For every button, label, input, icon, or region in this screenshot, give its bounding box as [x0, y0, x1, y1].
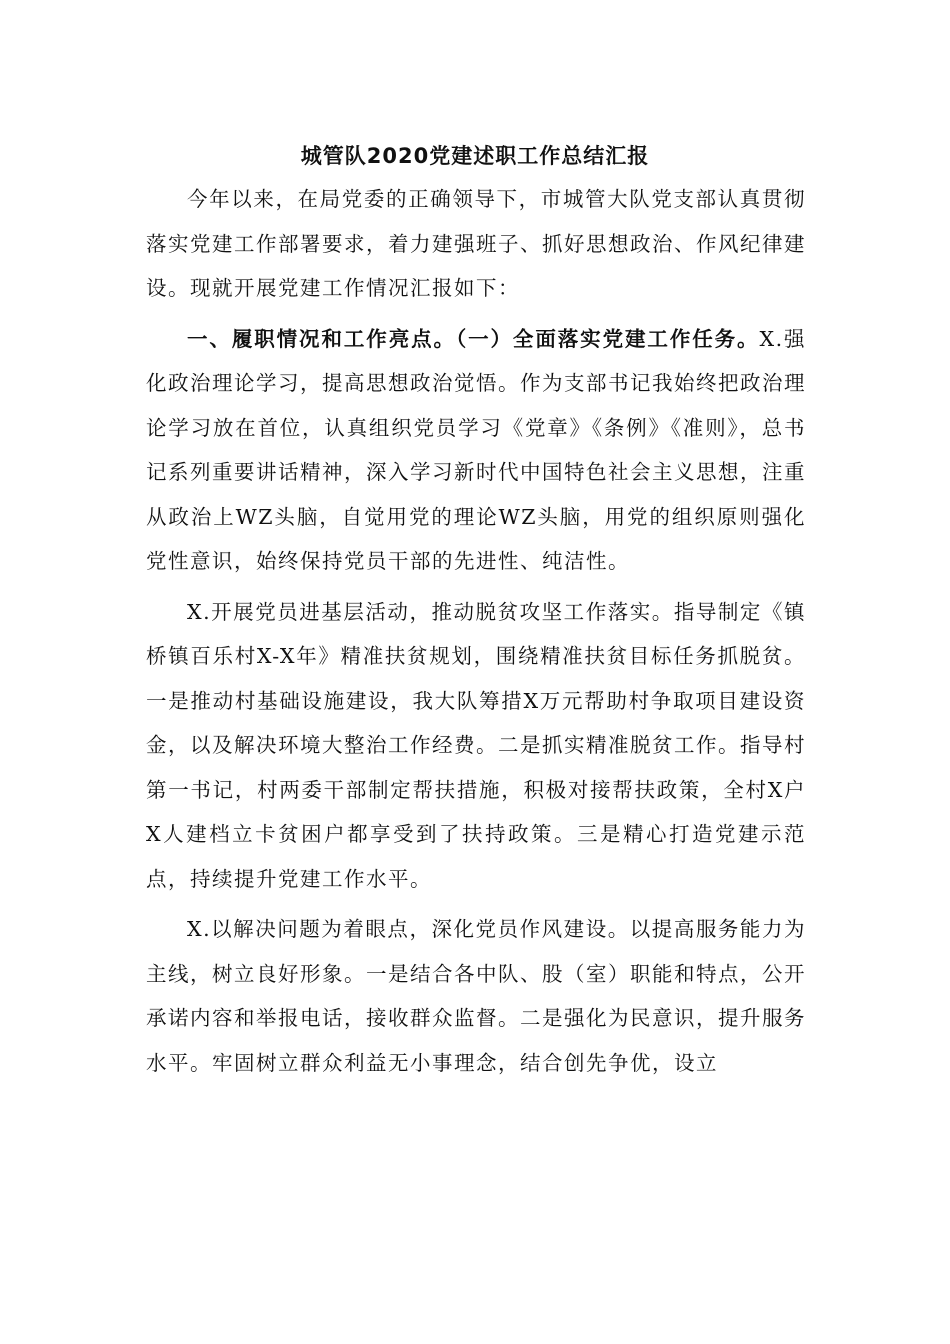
paragraph-section-one-text: X.强化政治理论学习，提高思想政治觉悟。作为支部书记我始终把政治理论学习放在首位，认真组织党员学习《党章》《条例》《准则》，总书记系列重要讲话精神，深入学习新时代中国特色社会主义思想，注重从政治上WZ头脑，自觉用党的理论WZ头脑，用党的组织原则强化党性意识，始终保持党员干部的先进性、纯洁性。: [146, 326, 806, 573]
document-title: 城管队2020党建述职工作总结汇报: [300, 144, 650, 168]
paragraph-poverty-alleviation-text: X.开展党员进基层活动，推动脱贫攻坚工作落实。指导制定《镇桥镇百乐村X-X年》精准扶贫规划，围绕精准扶贫目标任务抓脱贫。一是推动村基础设施建设，我大队筹措X万元帮助村争取项目建设资金，以及解决环境大整治工作经费。二是抓实精准脱贫工作。指导村第一书记，村两委干部制定帮扶措施，积极对接帮扶政策，全村X户X人建档立卡贫困户都享受到了扶持政策。三是精心打造党建示范点，持续提升党建工作水平。: [146, 599, 806, 891]
paragraph-work-style-text: X.以解决问题为着眼点，深化党员作风建设。以提高服务能力为主线，树立良好形象。一是结合各中队、股（室）职能和特点，公开承诺内容和举报电话，接收群众监督。二是强化为民意识，提升服务水平。牢固树立群众利益无小事理念，结合创先争优，设立: [146, 917, 806, 1075]
document-body: [146, 177, 806, 1085]
paragraph-poverty-alleviation: [146, 590, 806, 902]
section-heading: 一、履职情况和工作亮点。（一）全面落实党建工作任务。: [187, 326, 760, 351]
paragraph-intro-text: 今年以来，在局党委的正确领导下，市城管大队党支部认真贯彻落实党建工作部署要求，着力建强班子、抓好思想政治、作风纪律建设。现就开展党建工作情况汇报如下：: [146, 187, 806, 300]
paragraph-section-one: [146, 317, 806, 584]
paragraph-intro: [146, 177, 806, 311]
paragraph-work-style: [146, 907, 806, 1085]
